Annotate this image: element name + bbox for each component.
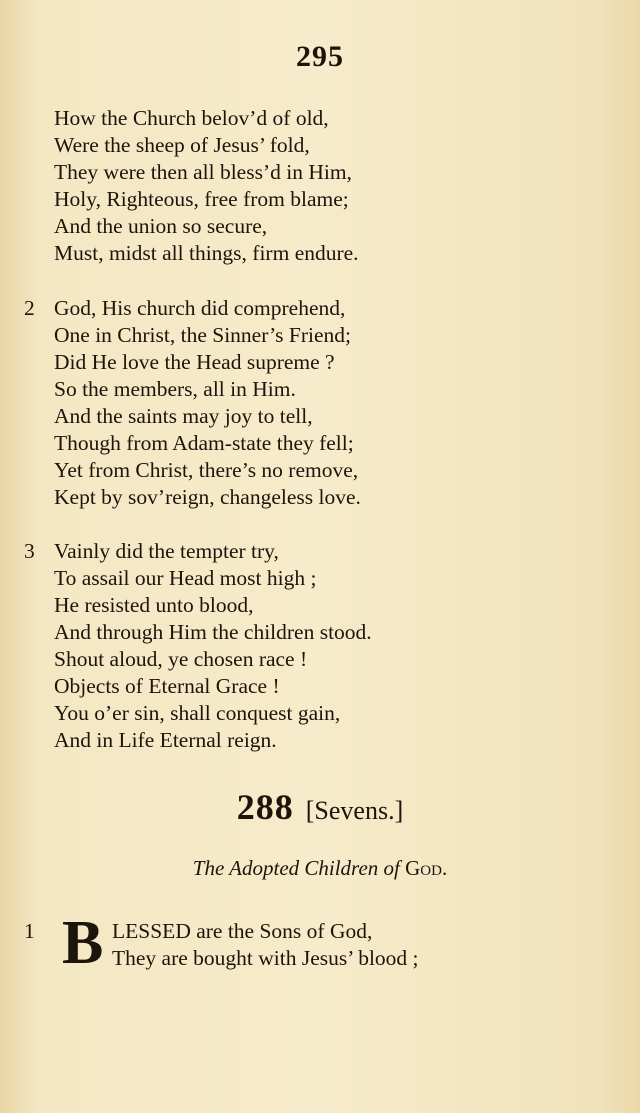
verse-line: So the members, all in Him.	[54, 377, 296, 401]
verse-line: Must, midst all things, firm endure.	[54, 241, 359, 265]
page-number: 295	[296, 40, 344, 73]
verse-line: Holy, Righteous, free from blame;	[54, 187, 349, 211]
verse-line: Were the sheep of Jesus’ fold,	[54, 133, 310, 157]
verse-line: You o’er sin, shall conquest gain,	[54, 701, 341, 725]
subtitle-word: God.	[405, 856, 448, 880]
verse-line: And in Life Eternal reign.	[54, 728, 277, 752]
verse-line: Though from Adam-state they fell;	[54, 431, 354, 455]
verse-line: Vainly did the tempter try,	[54, 539, 279, 563]
verse-line: How the Church belov’d of old,	[54, 106, 329, 130]
hymn-meter: [Sevens.]	[305, 796, 404, 825]
verse-line: They were then all bless’d in Him,	[54, 160, 352, 184]
verse-line: Shout aloud, ye chosen race !	[54, 647, 308, 671]
verse-line: Objects of Eternal Grace !	[54, 674, 280, 698]
subtitle-italic: The Adopted Children of	[192, 856, 400, 880]
verse-line: God, His church did comprehend,	[54, 296, 346, 320]
verse-line: He resisted unto blood,	[54, 593, 254, 617]
stanza-number: 3	[24, 539, 35, 563]
verse-line: Kept by sov’reign, changeless love.	[54, 485, 361, 509]
verse-line: Yet from Christ, there’s no remove,	[54, 458, 359, 482]
verse-line: Did He love the Head supreme ?	[54, 350, 335, 374]
verse-line: And the saints may joy to tell,	[54, 404, 313, 428]
verse-line: And the union so secure,	[54, 214, 268, 238]
hymn-heading	[0, 786, 640, 828]
verse-line: And through Him the children stood.	[54, 620, 372, 644]
drop-cap: B	[62, 909, 104, 977]
stanza-number: 1	[24, 919, 35, 943]
hymn-number: 288	[236, 787, 294, 827]
verse-line: They are bought with Jesus’ blood ;	[112, 946, 419, 970]
hymn-subtitle	[0, 856, 640, 881]
stanza-number: 2	[24, 296, 35, 320]
verse-line: To assail our Head most high ;	[54, 566, 317, 590]
verse-line: LESSED are the Sons of God,	[112, 919, 373, 943]
verse-line: One in Christ, the Sinner’s Friend;	[54, 323, 352, 347]
